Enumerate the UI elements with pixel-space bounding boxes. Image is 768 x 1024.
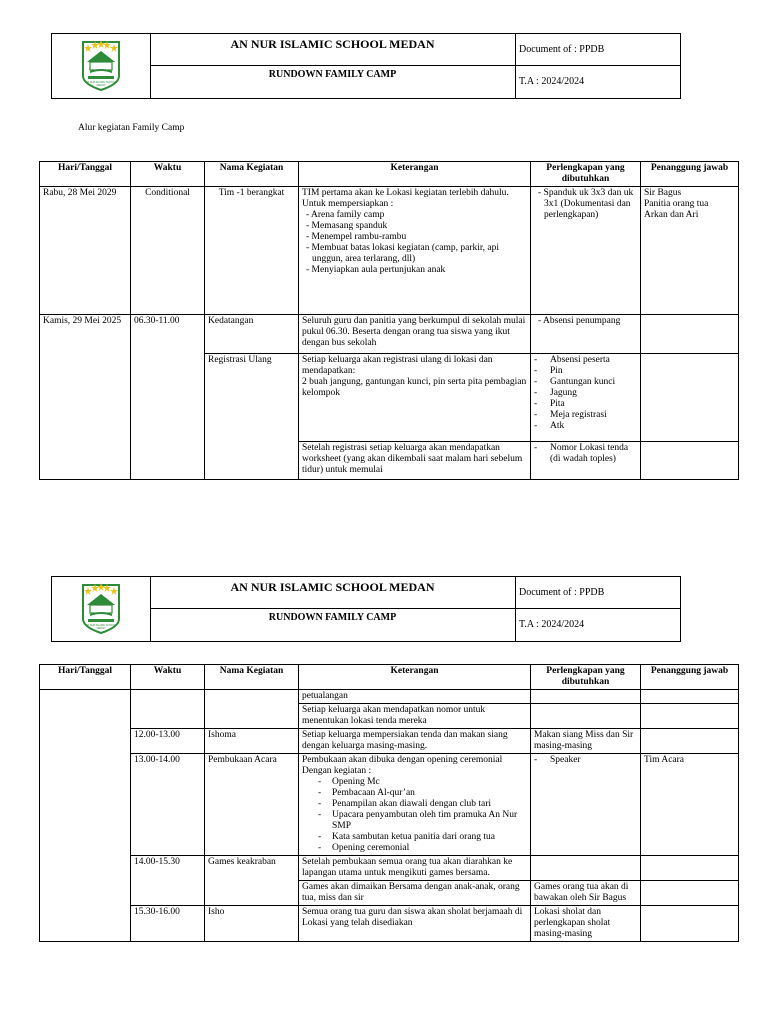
logo-cell (52, 577, 151, 641)
col-header-time: Waktu (131, 665, 205, 690)
description-cell: Setiap keluarga akan mendapatkan nomor untuk menentukan lokasi tenda mereka (299, 704, 531, 729)
academic-year: T.A : 2024/2024 (519, 619, 585, 630)
list-item: - Meja registrasi (534, 410, 637, 421)
list-item: - Pembacaan Al-qur’an (318, 788, 527, 799)
list-item: - Memasang spanduk (302, 221, 527, 232)
activity-cell: Tim -1 berangkat (205, 187, 299, 315)
list-item: - Absensi penumpang (534, 316, 637, 327)
school-logo-icon (80, 581, 122, 635)
table-row (40, 906, 739, 942)
svg-text:MEDAN: MEDAN (96, 84, 106, 87)
description-cell: Semua orang tua guru dan siswa akan sholat berjamaah di Lokasi yang telah disediakan (299, 906, 531, 942)
equipment-cell (531, 187, 641, 315)
equipment-cell (531, 690, 641, 704)
list-item: - Opening Mc (318, 777, 527, 788)
list-item: - Absensi peserta (534, 355, 637, 366)
description-text: TIM pertama akan ke Lokasi kegiatan terlebih dahulu. Untuk mempersiapkan : (302, 188, 509, 209)
list-item: - Kata sambutan ketua panitia dari orang tua (318, 832, 527, 843)
equipment-cell (531, 354, 641, 442)
pic-cell (641, 881, 739, 906)
day-cell: Rabu, 28 Mei 2029 (40, 187, 131, 315)
time-cell: Conditional (131, 187, 205, 315)
list-item: - Nomor Lokasi tenda (di wadah toples) (534, 443, 637, 465)
table-row (40, 729, 739, 754)
intro-text: Alur kegiatan Family Camp (78, 123, 185, 133)
equipment-list (534, 188, 637, 221)
list-item: - Menyiapkan aula pertunjukan anak (302, 265, 527, 276)
pic-line: Sir Bagus (644, 188, 682, 198)
equipment-cell (531, 856, 641, 881)
description-list (302, 210, 527, 276)
col-header-description: Keterangan (299, 162, 531, 187)
header-title-cell (150, 34, 516, 98)
col-header-pic: Penanggung jawab (641, 665, 739, 690)
list-item: - Spanduk uk 3x3 dan uk 3x1 (Dokumentasi dan perlengkapan) (534, 188, 637, 221)
equipment-list (534, 443, 637, 465)
description-cell: Setelah registrasi setiap keluarga akan mendapatkan worksheet (yang akan dikembali saat malam hari sebelum tidur) untuk memulai (299, 442, 531, 480)
document-code: Document of : PPDB (515, 34, 680, 66)
description-cell: Setiap keluarga mempersiakan tenda dan makan siang dengan keluarga masing-masing. (299, 729, 531, 754)
list-item: - Speaker (534, 755, 637, 766)
day-cell (40, 690, 131, 942)
activity-cell: Registrasi Ulang (205, 354, 299, 480)
list-item: - Opening ceremonial (318, 843, 527, 854)
header-title-cell (150, 577, 516, 641)
list-item: - Arena family camp (302, 210, 527, 221)
col-header-day: Hari/Tanggal (40, 162, 131, 187)
list-item: - Membuat batas lokasi kegiatan (camp, parkir, api unggun, area terlarang, dll) (302, 243, 527, 265)
col-header-description: Keterangan (299, 665, 531, 690)
pic-cell (641, 354, 739, 442)
list-item: - Penampilan akan diawali dengan club tari (318, 799, 527, 810)
svg-text:AN NUR ISLAMIC SCHOOL: AN NUR ISLAMIC SCHOOL (85, 81, 117, 84)
description-text: 2 buah jangung, gantungan kunci, pin serta pita pembagian kelompok (302, 377, 527, 398)
time-cell: 15.30-16.00 (131, 906, 205, 942)
equipment-list (534, 355, 637, 432)
document-title: RUNDOWN FAMILY CAMP (268, 612, 397, 623)
pic-cell (641, 315, 739, 354)
svg-text:MEDAN: MEDAN (96, 627, 106, 630)
list-item: - Gantungan kunci (534, 377, 637, 388)
school-name: AN NUR ISLAMIC SCHOOL MEDAN (150, 34, 515, 66)
day-cell: Kamis, 29 Mei 2025 (40, 315, 131, 480)
equipment-cell (531, 442, 641, 480)
equipment-cell: Makan siang Miss dan Sir masing-masing (531, 729, 641, 754)
col-header-activity: Nama Kegiatan (205, 162, 299, 187)
equipment-cell (531, 315, 641, 354)
equipment-cell: Games orang tua akan di bawakan oleh Sir Bagus (531, 881, 641, 906)
description-text: Setiap keluarga akan registrasi ulang di lokasi dan mendapatkan: (302, 355, 493, 376)
list-item: - Jagung (534, 388, 637, 399)
pic-line: Panitia orang tua (644, 199, 709, 209)
activity-cell: Isho (205, 906, 299, 942)
equipment-cell: Lokasi sholat dan perlengkapan sholat masing-masing (531, 906, 641, 942)
table-row (40, 187, 739, 315)
list-item: - Pin (534, 366, 637, 377)
table-row (40, 315, 739, 354)
pic-cell (641, 856, 739, 881)
pic-cell (641, 906, 739, 942)
header-meta-cell (515, 34, 680, 98)
activity-cell (205, 690, 299, 729)
description-cell: petualangan (299, 690, 531, 704)
table-header-row (40, 162, 739, 187)
list-item: - Pita (534, 399, 637, 410)
document-title: RUNDOWN FAMILY CAMP (268, 69, 397, 80)
description-text: Pembukaan akan dibuka dengan opening ceremonial (302, 755, 503, 765)
document-header (51, 33, 681, 99)
activity-cell: Pembukaan Acara (205, 754, 299, 856)
pic-cell (641, 704, 739, 729)
equipment-cell (531, 704, 641, 729)
description-cell (299, 754, 531, 856)
col-header-pic: Penanggung jawab (641, 162, 739, 187)
equipment-cell (531, 754, 641, 856)
pic-cell (641, 729, 739, 754)
col-header-equipment: Perlengkapan yang dibutuhkan (531, 665, 641, 690)
time-cell: 12.00-13.00 (131, 729, 205, 754)
document-header (51, 576, 681, 642)
table-row (40, 856, 739, 881)
description-list (302, 777, 527, 854)
list-item: - Upacara penyambutan oleh tim pramuka An Nur SMP (318, 810, 527, 832)
school-logo-icon (80, 38, 122, 92)
description-cell: Games akan dimaikan Bersama dengan anak-anak, orang tua, miss dan sir (299, 881, 531, 906)
time-cell: 06.30-11.00 (131, 315, 205, 480)
activity-cell: Ishoma (205, 729, 299, 754)
document-code: Document of : PPDB (515, 577, 680, 609)
activity-cell: Kedatangan (205, 315, 299, 354)
activity-cell: Games keakraban (205, 856, 299, 906)
time-cell: 14.00-15.30 (131, 856, 205, 906)
school-name: AN NUR ISLAMIC SCHOOL MEDAN (150, 577, 515, 609)
logo-cell (52, 34, 151, 98)
list-item: - Atk (534, 421, 637, 432)
description-cell: Seluruh guru dan panitia yang berkumpul di sekolah mulai pukul 06.30. Beserta dengan orang tua siswa yang ikut dengan bus sekolah (299, 315, 531, 354)
schedule-table-page-1 (39, 161, 739, 480)
svg-text:AN NUR ISLAMIC SCHOOL: AN NUR ISLAMIC SCHOOL (85, 624, 117, 627)
pic-line: Arkan dan Ari (644, 210, 699, 220)
equipment-list (534, 316, 637, 327)
pic-cell: Tim Acara (641, 754, 739, 856)
schedule-table-page-2 (39, 664, 739, 942)
header-meta-cell (515, 577, 680, 641)
time-cell: 13.00-14.00 (131, 754, 205, 856)
table-row (40, 754, 739, 856)
pic-cell (641, 187, 739, 315)
col-header-day: Hari/Tanggal (40, 665, 131, 690)
list-item: - Menempel rambu-rambu (302, 232, 527, 243)
description-cell (299, 187, 531, 315)
time-cell (131, 690, 205, 729)
academic-year: T.A : 2024/2024 (519, 76, 585, 87)
equipment-list (534, 755, 637, 766)
col-header-equipment: Perlengkapan yang dibutuhkan (531, 162, 641, 187)
table-header-row (40, 665, 739, 690)
col-header-activity: Nama Kegiatan (205, 665, 299, 690)
pic-cell (641, 690, 739, 704)
description-cell (299, 354, 531, 442)
pic-cell (641, 442, 739, 480)
description-text: Dengan kegiatan : (302, 766, 372, 776)
col-header-time: Waktu (131, 162, 205, 187)
description-cell: Setelah pembukaan semua orang tua akan diarahkan ke lapangan utama untuk mengikuti games bersama. (299, 856, 531, 881)
table-row (40, 690, 739, 704)
